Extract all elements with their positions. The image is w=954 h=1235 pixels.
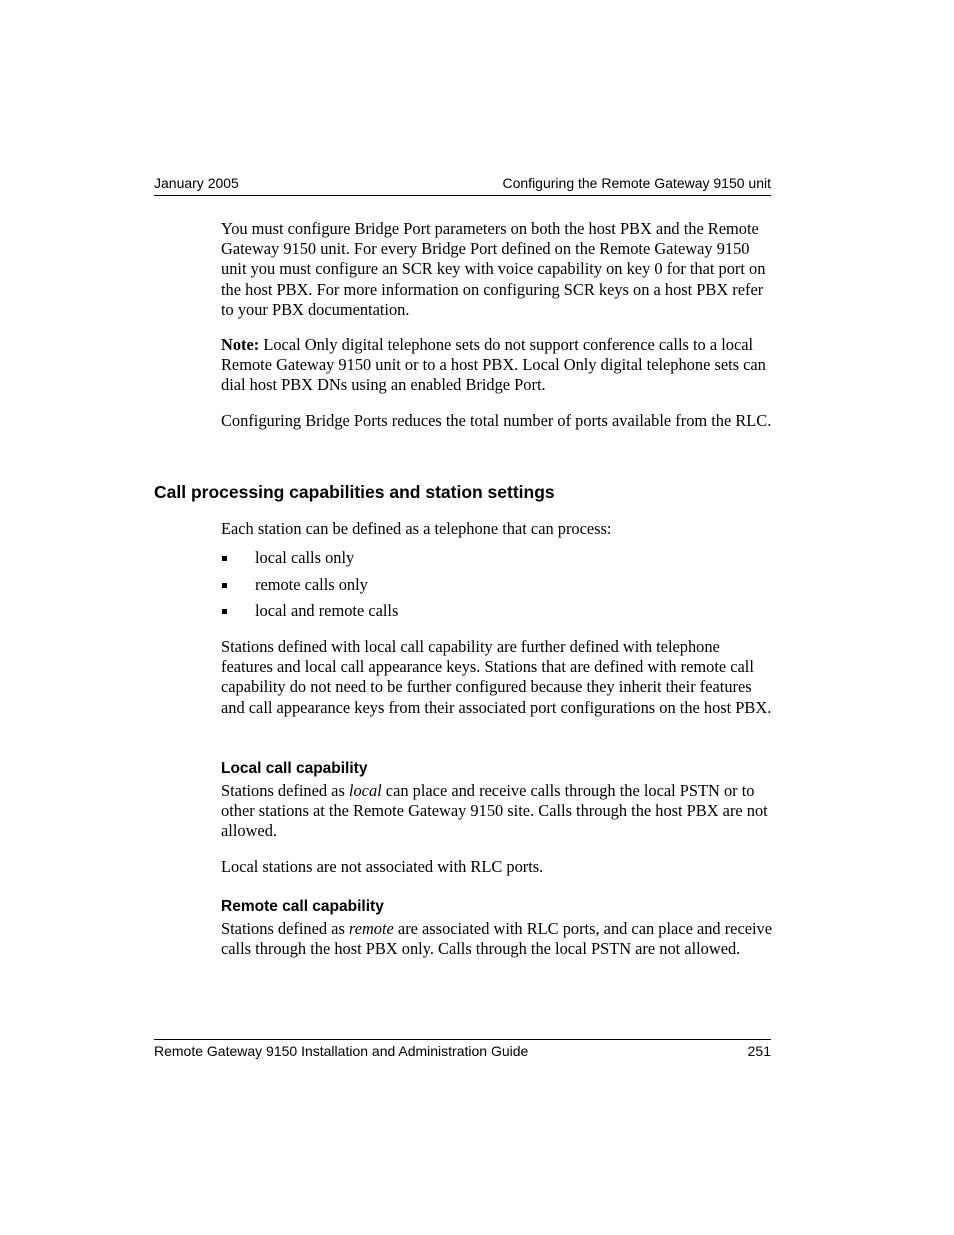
bullet-square-icon bbox=[222, 583, 227, 588]
bridge-ports-reduce-paragraph: Configuring Bridge Ports reduces the total number of ports available from the RLC. bbox=[221, 411, 772, 430]
note-paragraph bbox=[221, 335, 773, 396]
remote-call-heading: Remote call capability bbox=[221, 898, 384, 915]
bridge-port-paragraph: You must configure Bridge Port parameters on both the host PBX and the Remote Gateway 9150 unit. For every Bridge Port defined on the Remote Gateway 9150 unit you must configure an SCR key with voice capability on key 0 for that port on the host PBX. For more information on configuring SCR keys on a host PBX refer to your PBX documentation. bbox=[221, 219, 766, 319]
note-text: Local Only digital telephone sets do not support conference calls to a local Remote Gateway 9150 unit or to a host PBX. Local Only digital telephone sets can dial host PBX DNs using an enabled Bridge Port. bbox=[221, 335, 766, 395]
remote-call-paragraph: Stations defined as remote are associated with RLC ports, and can place and receive calls through the host PBX only. Calls through the local PSTN are not allowed. bbox=[221, 919, 773, 959]
section-heading: Call processing capabilities and station settings bbox=[154, 482, 555, 502]
local-call-paragraph: Stations defined as local can place and receive calls through the local PSTN or to other stations at the Remote Gateway 9150 site. Calls through the host PBX are not allowed. bbox=[221, 781, 768, 841]
section-intro: Each station can be defined as a telephone that can process: bbox=[221, 519, 612, 538]
page-footer bbox=[154, 1039, 771, 1060]
page-number: 251 bbox=[747, 1043, 771, 1059]
local-call-heading: Local call capability bbox=[221, 760, 368, 777]
list-item: local and remote calls bbox=[221, 601, 398, 628]
local-rlc-paragraph: Local stations are not associated with RLC ports. bbox=[221, 857, 544, 876]
stations-defined-paragraph: Stations defined with local call capability are further defined with telephone features and local call appearance keys. Stations that are defined with remote call capability do not need to be further configured because they inherit their features and call appearance keys from their associated port configurations on the host PBX. bbox=[221, 637, 772, 717]
page-header bbox=[154, 175, 771, 196]
header-date: January 2005 bbox=[154, 175, 239, 191]
footer-guide-title: Remote Gateway 9150 Installation and Administration Guide bbox=[154, 1043, 529, 1059]
capability-list bbox=[221, 548, 398, 628]
bullet-square-icon bbox=[222, 609, 227, 614]
list-item: remote calls only bbox=[221, 575, 398, 602]
note-label: Note: bbox=[221, 335, 260, 354]
header-chapter-title: Configuring the Remote Gateway 9150 unit bbox=[502, 175, 771, 191]
list-item: local calls only bbox=[221, 548, 398, 575]
bullet-square-icon bbox=[222, 556, 227, 561]
